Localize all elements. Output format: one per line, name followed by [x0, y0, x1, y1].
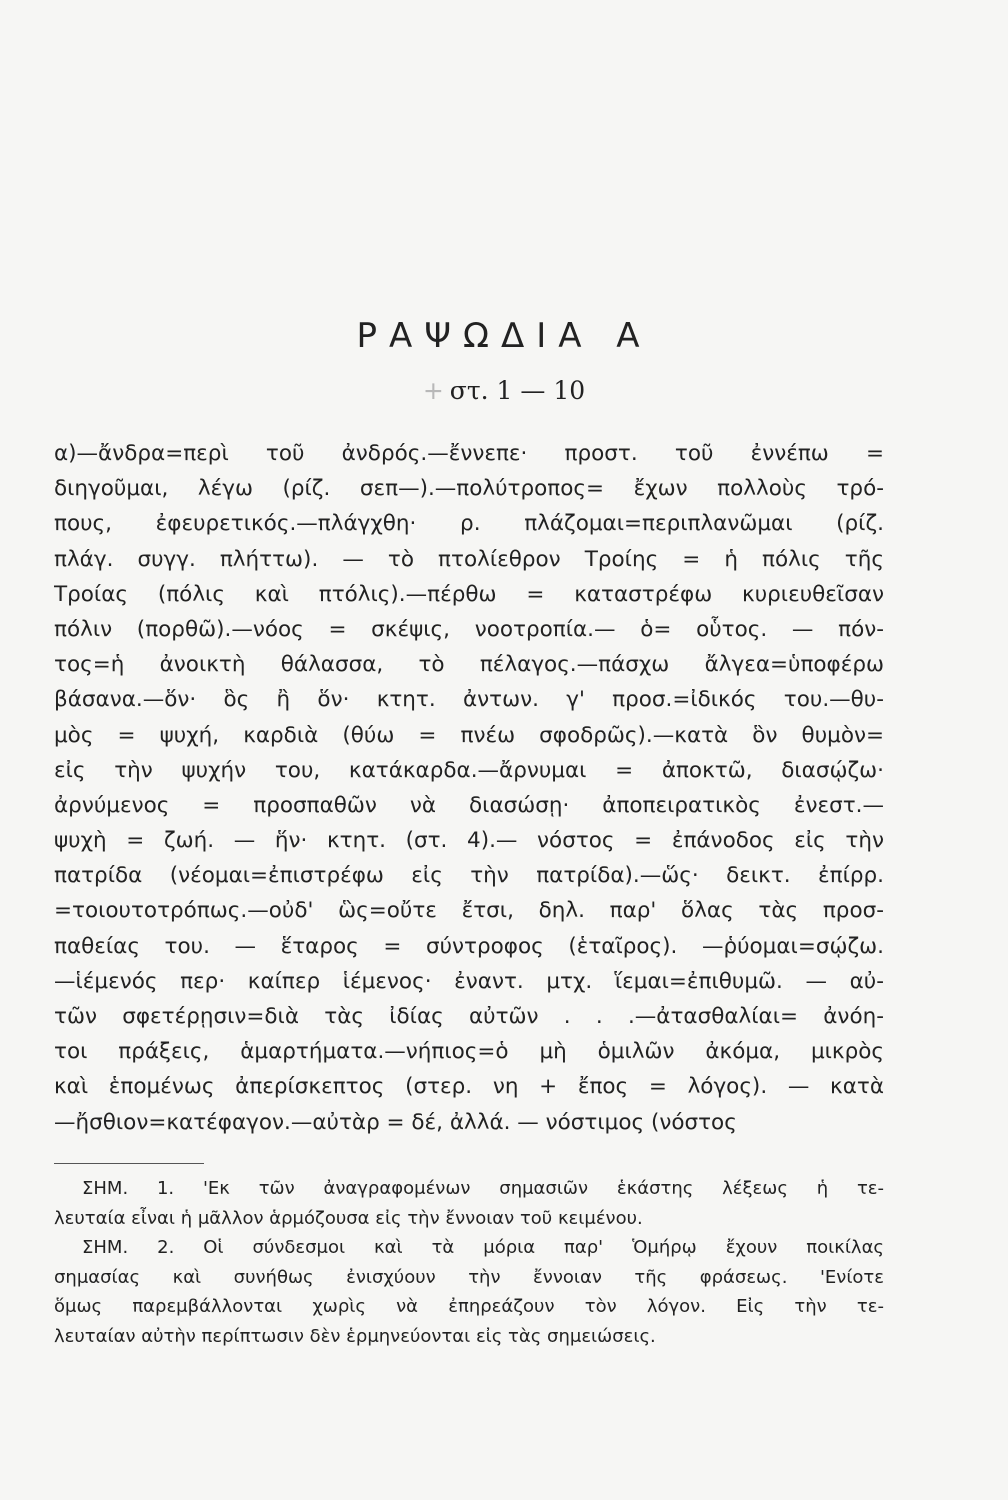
commentary-line: πλάγ. συγγ. πλήττω). — τὸ πτολίεθρον Τροίης = ἡ πόλις τῆς	[54, 546, 884, 572]
footnote-line: ὅμως παρεμβάλλονται χωρὶς νὰ ἐπηρεάζουν τὸν λόγον. Εἰς τὴν τε-	[54, 1296, 884, 1317]
commentary-line: α)—ἄνδρα=περὶ τοῦ ἀνδρός.—ἔννεπε· προστ. τοῦ ἐννέπω =	[54, 441, 884, 466]
commentary-line: καὶ ἑπομένως ἀπερίσκεπτος (στερ. νη + ἔπος = λόγος). — κατὰ	[54, 1074, 884, 1100]
commentary-line: Τροίας (πόλις καὶ πτόλις).—πέρθω = καταστρέφω κυριευθεῖσαν	[54, 581, 884, 607]
commentary-line: βάσανα.—ὅν· ὃς ἢ ὅν· κτητ. ἀντων. γ' προσ.=ἰδικός του.—θυ-	[54, 687, 884, 713]
commentary-line: πους, ἐφευρετικός.—πλάγχθη· ρ. πλάζομαι=περιπλανῶμαι (ρίζ.	[54, 511, 884, 537]
commentary-text	[54, 436, 884, 1140]
footnote-divider	[54, 1163, 204, 1164]
commentary-line: ψυχὴ = ζωή. — ἥν· κτητ. (στ. 4).— νόστος = ἐπάνοδος εἰς τὴν	[54, 828, 884, 854]
commentary-line: =τοιουτοτρόπως.—οὐδ' ὣς=οὔτε ἔτσι, δηλ. παρ' ὅλας τὰς προσ-	[54, 898, 884, 924]
commentary-line: τος=ἡ ἀνοικτὴ θάλασσα, τὸ πέλαγος.—πάσχω ἄλγεα=ὑποφέρω	[54, 652, 884, 678]
commentary-line: μὸς = ψυχή, καρδιὰ (θύω = πνέω σφοδρῶς).—κατὰ ὃν θυμὸν=	[54, 722, 884, 748]
verse-range	[0, 376, 1008, 405]
page-title: ΡΑΨΩΔΙΑ Α	[356, 316, 652, 356]
commentary-line: τοι πράξεις, ἁμαρτήματα.—νήπιος=ὁ μὴ ὁμιλῶν ἀκόμα, μικρὸς	[54, 1039, 884, 1065]
footnote-line: ΣΗΜ. 1. 'Εκ τῶν ἀναγραφομένων σημασιῶν ἑκάστης λέξεως ἡ τε-	[82, 1178, 884, 1199]
commentary-line: —ἱέμενός περ· καίπερ ἱέμενος· ἐναντ. μτχ. ἵεμαι=ἐπιθυμῶ. — αὐ-	[54, 968, 884, 994]
commentary-line: πατρίδα (νέομαι=ἐπιστρέφω εἰς τὴν πατρίδα).—ὥς· δεικτ. ἐπίρρ.	[54, 863, 884, 889]
footnote-line: ΣΗΜ. 2. Οἱ σύνδεσμοι καὶ τὰ μόρια παρ' Ὁμήρῳ ἔχουν ποικίλας	[82, 1237, 884, 1258]
commentary-line: διηγοῦμαι, λέγω (ρίζ. σεπ—).—πολύτροπος= ἔχων πολλοὺς τρό-	[54, 476, 884, 502]
footnote-line: λευταίαν αὐτὴν περίπτωσιν δὲν ἑρμηνεύονται εἰς τὰς σημειώσεις.	[54, 1325, 656, 1347]
footnotes	[54, 1174, 884, 1351]
verse-range-label: στ. 1 — 10	[449, 376, 586, 405]
footnote-line: λευταία εἶναι ἡ μᾶλλον ἁρμόζουσα εἰς τὴν ἔννοιαν τοῦ κειμένου.	[54, 1207, 643, 1229]
cross-mark-icon: +	[422, 376, 444, 405]
commentary-line: τῶν σφετέρῃσιν=διὰ τὰς ἰδίας αὐτῶν . . .—ἀτασθαλίαι= ἀνόη-	[54, 1004, 884, 1029]
commentary-line: ἀρνύμενος = προσπαθῶν νὰ διασώσῃ· ἀποπειρατικὸς ἐνεστ.—	[54, 792, 884, 818]
footnote-line: σημασίας καὶ συνήθως ἐνισχύουν τὴν ἔννοιαν τῆς φράσεως. 'Ενίοτε	[54, 1266, 884, 1288]
commentary-line: —ἤσθιον=κατέφαγον.—αὐτὰρ = δέ, ἀλλά. — νόστιμος (νόστος	[54, 1109, 737, 1135]
commentary-line: πόλιν (πορθῶ).—νόος = σκέψις, νοοτροπία.— ὁ= οὗτος. — πόν-	[54, 616, 884, 642]
commentary-line: παθείας του. — ἕταρος = σύντροφος (ἑταῖρος). —ῥύομαι=σῴζω.	[54, 933, 884, 959]
commentary-line: εἰς τὴν ψυχήν του, κατάκαρδα.—ἄρνυμαι = ἀποκτῶ, διασῴζω·	[54, 757, 884, 783]
